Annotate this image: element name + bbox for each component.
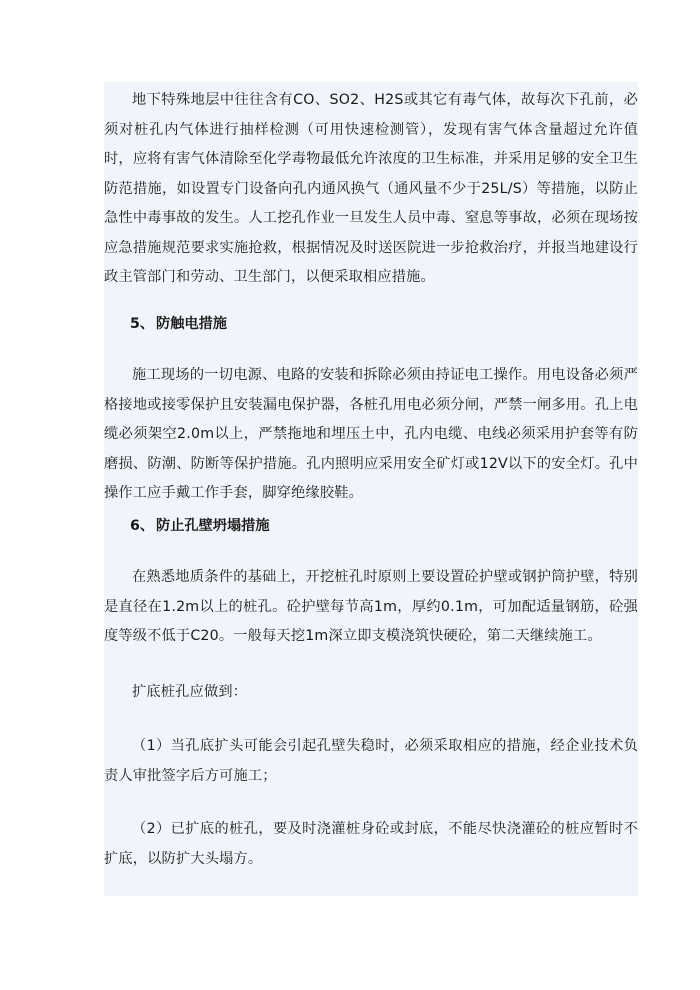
section-number: 6、 bbox=[130, 518, 155, 534]
section-title: 防止孔壁坍塌措施 bbox=[156, 518, 270, 534]
list-item-2: （2）已扩底的桩孔，要及时浇灌桩身砼或封底，不能尽快浇灌砼的桩应暂时不扩底，以防扩大头塌方。 bbox=[104, 821, 638, 867]
section-heading-electric-shock bbox=[130, 310, 610, 340]
section-number: 5、 bbox=[130, 316, 155, 332]
section-heading-wall-collapse bbox=[130, 512, 610, 542]
paragraph-enlarged-base-intro: 扩底桩孔应做到： bbox=[132, 684, 248, 700]
section-title: 防触电措施 bbox=[156, 316, 227, 332]
list-item-1: （1）当孔底扩头可能会引起孔壁失稳时，必须采取相应的措施，经企业技术负责人审批签字后方可施工； bbox=[104, 738, 638, 784]
paragraph-retaining-wall: 在熟悉地质条件的基础上，开挖桩孔时原则上要设置砼护壁或钢护筒护壁，特别是直径在1.2m以上的桩孔。砼护壁每节高1m，厚约0.1m，可加配适量钢筋，砼强度等级不低于C20。一般每天挖1m深立即支模浇筑快硬砼，第二天继续施工。 bbox=[104, 569, 638, 644]
paragraph-electric-safety: 施工现场的一切电源、电路的安装和拆除必须由持证电工操作。用电设备必须严格接地或接零保护且安装漏电保护器，各桩孔用电必须分闸，严禁一闸多用。孔上电缆必须架空2.0m以上，严禁拖地和埋压土中，孔内电缆、电线必须采用护套等有防磨损、防潮、防断等保护措施。孔内照明应采用安全矿灯或12V以下的安全灯。孔中操作工应手戴工作手套，脚穿绝缘胶鞋。 bbox=[104, 367, 638, 501]
paragraph-toxic-gas: 地下特殊地层中往往含有CO、SO2、H2S或其它有毒气体，故每次下孔前，必须对桩孔内气体进行抽样检测（可用快速检测管），发现有害气体含量超过允许值时，应将有害气体清除至化学毒物最低允许浓度的卫生标准，并采用足够的安全卫生防范措施，如设置专门设备向孔内通风换气（通风量不少于25L/S）等措施，以防止急性中毒事故的发生。人工挖孔作业一旦发生人员中毒、窒息等事故，必须在现场按应急措施规范要求实施抢救，根据情况及时送医院进一步抢救治疗，并报当地建设行政主管部门和劳动、卫生部门，以便采取相应措施。 bbox=[104, 92, 638, 285]
